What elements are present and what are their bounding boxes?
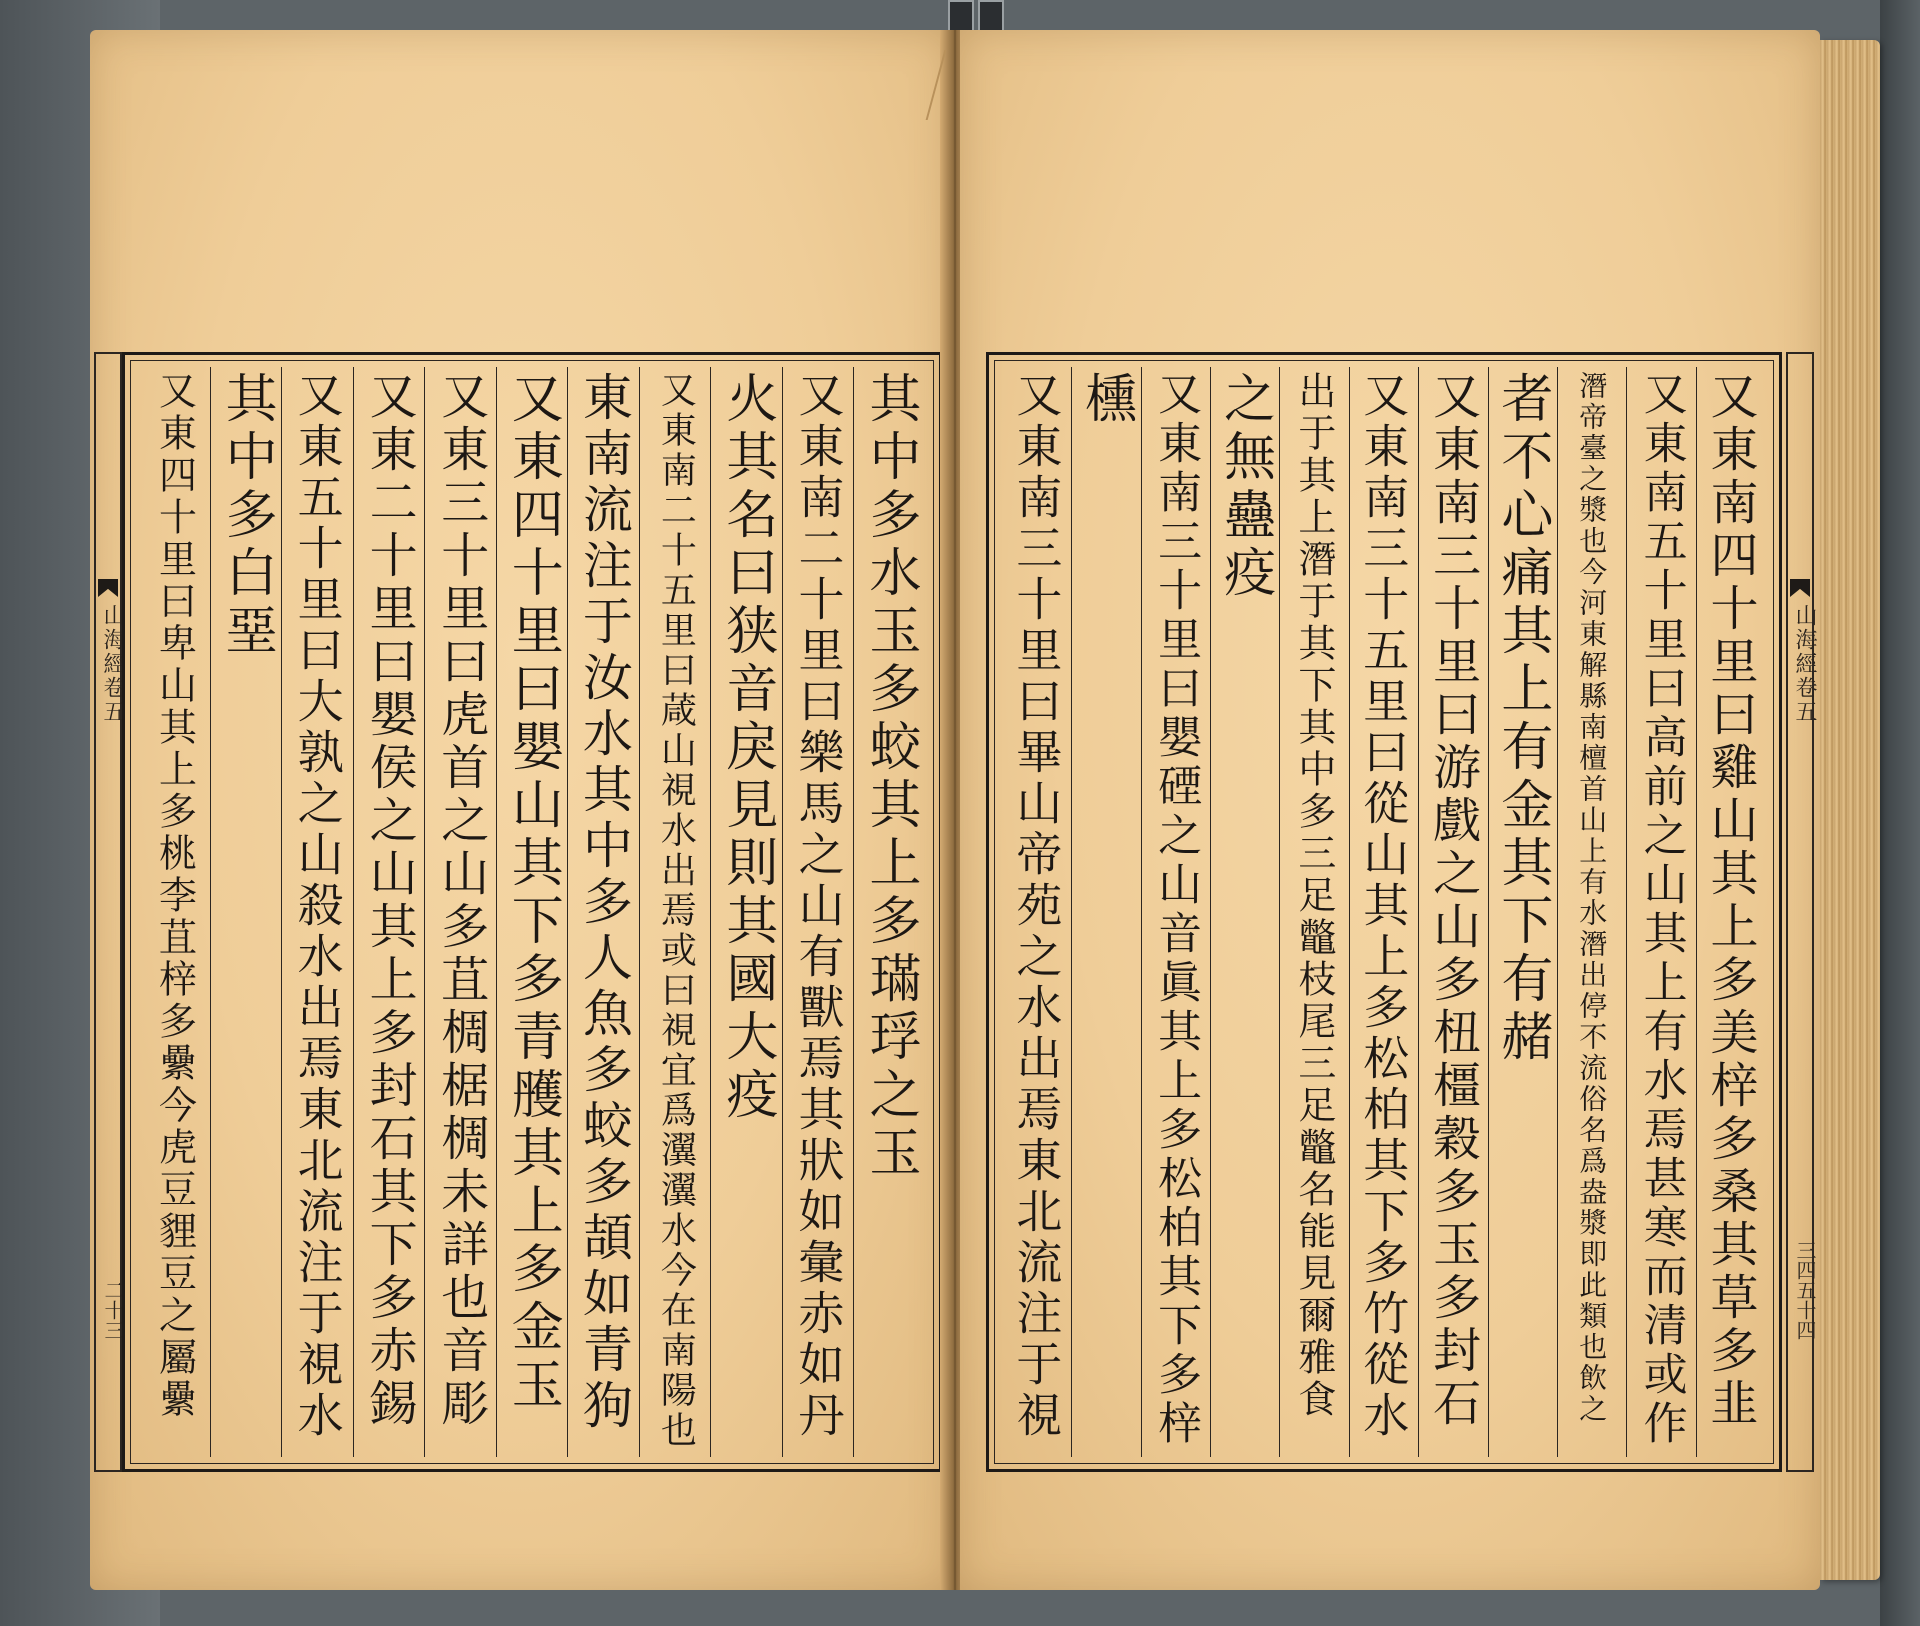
column-text: 又東南三十里曰畢山帝苑之水出焉東北流注于視 <box>1009 371 1064 1442</box>
text-column <box>139 367 210 1457</box>
text-column <box>1210 367 1279 1457</box>
text-column <box>710 367 782 1457</box>
text-column <box>424 367 496 1457</box>
text-column <box>639 367 711 1457</box>
text-column <box>853 367 925 1457</box>
text-column <box>1003 367 1071 1457</box>
open-book <box>80 30 1880 1600</box>
column-text: 之無蠱疫 <box>1214 371 1275 603</box>
column-text: 又東四十里曰嬰山其下多青雘其上多金玉 <box>502 371 563 1415</box>
left-page <box>90 30 950 1590</box>
backdrop-right <box>1880 0 1920 1626</box>
text-column <box>496 367 568 1457</box>
column-text: 火其名曰狭音戾見則其國大疫 <box>716 371 777 1125</box>
text-column <box>1626 367 1695 1457</box>
fish-tail-mark <box>98 579 118 597</box>
text-column <box>782 367 854 1457</box>
column-text: 其中多水玉多蛟其上多璊琈之玉 <box>860 371 920 1183</box>
column-text: 又東南三十里曰嬰䃌之山音眞其上多松柏其下多梓 <box>1150 371 1202 1449</box>
column-text: 櫄 <box>1075 371 1136 429</box>
right-columns <box>1003 367 1765 1457</box>
column-text: 其中多白堊 <box>216 371 277 661</box>
column-text: 又東南四十里曰雞山其上多美梓多桑其草多韭 <box>1702 371 1758 1431</box>
left-margin-strip <box>94 352 125 1472</box>
right-margin-title: 山海經卷五 <box>1792 604 1817 724</box>
right-page <box>960 30 1820 1590</box>
column-text: 又東三十里曰虎首之山多苴椆椐椆未詳也音彫 <box>432 371 489 1431</box>
right-margin-page-number: 三四五十四 <box>1793 1240 1817 1340</box>
right-text-frame <box>986 352 1782 1472</box>
text-column <box>1418 367 1487 1457</box>
text-column <box>1349 367 1418 1457</box>
column-text: 又東二十里曰嬰侯之山其上多封石其下多赤錫 <box>361 371 418 1431</box>
column-text: 潛帝臺之漿也今河東解縣南檀首山上有水潛出停不流俗名爲盎漿即此類也飲之 <box>1575 371 1609 1425</box>
column-text: 又東四十里曰卑山其上多桃李苴梓多纍今虎豆貍豆之屬纍 <box>152 371 197 1421</box>
column-text: 東南流注于汝水其中多人魚多蛟多頡如青狗 <box>574 371 633 1435</box>
text-column <box>1141 367 1210 1457</box>
text-column <box>1696 367 1765 1457</box>
text-column <box>1488 367 1557 1457</box>
column-text: 又東南五十里曰高前之山其上有水焉甚寒而清或作 <box>1635 371 1687 1449</box>
text-column <box>281 367 353 1457</box>
column-text: 出于其上潛于其下其中多三足鼈枝尾三足鼈名能見爾雅食 <box>1291 371 1336 1421</box>
left-margin-page-number: 二十三 <box>101 1280 125 1340</box>
column-text: 又東南二十里曰樂馬之山有獸焉其狀如彙赤如丹 <box>791 371 846 1442</box>
text-column <box>567 367 639 1457</box>
left-text-frame <box>122 352 942 1472</box>
left-columns <box>139 367 925 1457</box>
text-column <box>210 367 282 1457</box>
fish-tail-mark <box>1790 579 1810 597</box>
text-column <box>353 367 425 1457</box>
column-text: 又東南三十里曰游戲之山多杻橿穀多玉多封石 <box>1424 371 1481 1431</box>
column-text: 又東南二十五里曰葴山視水出焉或曰視宜爲瀷瀷水今在南陽也 <box>655 371 697 1451</box>
text-column <box>1279 367 1348 1457</box>
text-column <box>1557 367 1626 1457</box>
column-text: 又東五十里曰大孰之山殺水出焉東北流注于視水 <box>290 371 345 1442</box>
text-column <box>1071 367 1140 1457</box>
right-margin-strip <box>1786 352 1817 1472</box>
column-text: 又東南三十五里曰從山其上多松柏其下多竹從水 <box>1356 371 1411 1442</box>
left-margin-title: 山海經卷五 <box>100 604 125 724</box>
page-edges <box>1820 40 1880 1580</box>
column-text: 者不心痛其上有金其下有赭 <box>1491 371 1552 1067</box>
